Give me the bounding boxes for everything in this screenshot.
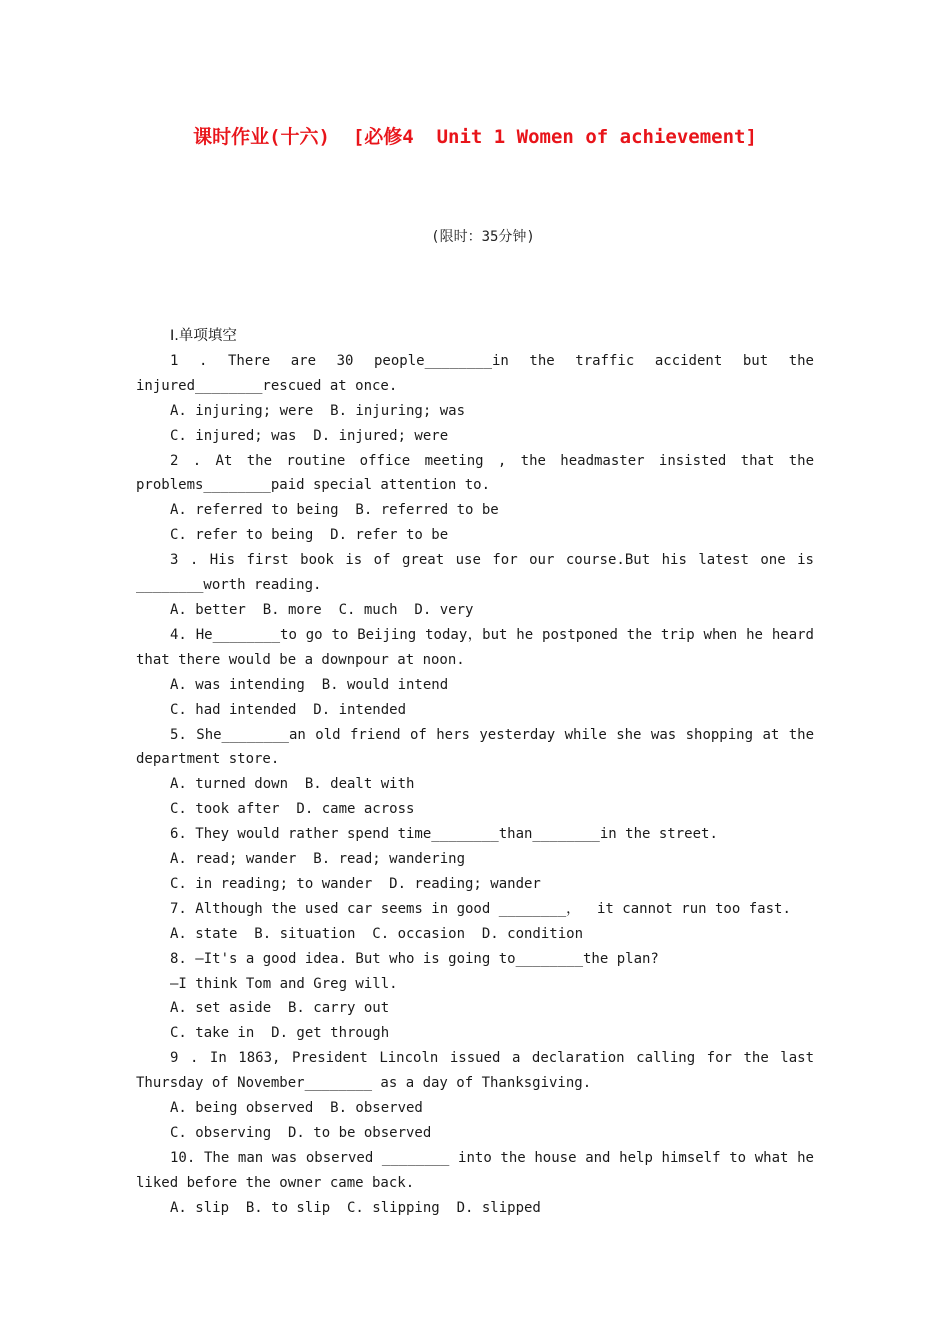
- question-4-options-ab: A. was intending B. would intend: [170, 676, 449, 693]
- question-5-line-2: department store.: [136, 751, 280, 768]
- question-9-options-cd: C. observing D. to be observed: [170, 1125, 432, 1141]
- page-title: 课时作业(十六) [必修4 Unit 1 Women of achievement]: [193, 126, 757, 148]
- question-3-line-1: 3 . His first book is of great use for our course.But his latest one is: [170, 552, 814, 569]
- question-4-line-1: 4. He________to go to Beijing today，but he postponed the trip when he heard: [170, 626, 814, 643]
- question-10-line-2: liked before the owner came back.: [136, 1174, 415, 1191]
- question-1-options-cd: C. injured; was D. injured; were: [170, 427, 449, 444]
- question-8-options-ab: A. set aside B. carry out: [170, 1000, 390, 1017]
- question-10-line-1: 10. The man was observed ________ into the house and help himself to what he: [170, 1149, 814, 1166]
- question-3-line-2: ________worth reading.: [136, 577, 322, 594]
- question-6-options-ab: A. read; wander B. read; wandering: [170, 851, 466, 868]
- question-2-options-ab: A. referred to being B. referred to be: [170, 502, 499, 519]
- exercise-content: [136, 324, 814, 1221]
- question-1-line-1: 1 . There are 30 people________in the traffic accident but the: [170, 352, 814, 369]
- question-1-options-ab: A. injuring; were B. injuring; was: [170, 402, 466, 419]
- question-5-line-1: 5. She________an old friend of hers yesterday while she was shopping at the: [170, 726, 814, 743]
- question-6-options-cd: C. in reading; to wander D. reading; wander: [170, 875, 541, 892]
- question-7-options: A. state B. situation C. occasion D. condition: [170, 925, 584, 942]
- question-8-line-1: 8. —It's a good idea. But who is going to________the plan?: [170, 950, 659, 967]
- question-7-line-1: 7. Although the used car seems in good ________， it cannot run too fast.: [170, 900, 791, 917]
- question-2-options-cd: C. refer to being D. refer to be: [170, 527, 449, 544]
- question-8-options-cd: C. take in D. get through: [170, 1025, 390, 1042]
- question-4-line-2: that there would be a downpour at noon.: [136, 651, 465, 668]
- question-4-options-cd: C. had intended D. intended: [170, 701, 407, 718]
- question-9-line-2: Thursday of November________ as a day of Thanksgiving.: [136, 1075, 592, 1092]
- question-2-line-1: 2 . At the routine office meeting , the headmaster insisted that the: [170, 452, 814, 469]
- question-6-line-1: 6. They would rather spend time________than________in the street.: [170, 826, 718, 843]
- question-1-line-2: injured________rescued at once.: [136, 377, 398, 394]
- question-5-options-cd: C. took after D. came across: [170, 801, 415, 818]
- section-heading: Ⅰ.单项填空: [170, 328, 237, 344]
- time-limit: (限时：35分钟): [431, 229, 535, 245]
- question-3-options: A. better B. more C. much D. very: [170, 601, 474, 618]
- question-8-line-2: —I think Tom and Greg will.: [170, 975, 398, 992]
- question-5-options-ab: A. turned down B. dealt with: [170, 776, 415, 793]
- question-9-options-ab: A. being observed B. observed: [170, 1100, 423, 1117]
- question-2-line-2: problems________paid special attention to.: [136, 477, 491, 494]
- question-9-line-1: 9 . In 1863, President Lincoln issued a declaration calling for the last: [170, 1050, 814, 1067]
- question-10-options: A. slip B. to slip C. slipping D. slipped: [170, 1199, 541, 1216]
